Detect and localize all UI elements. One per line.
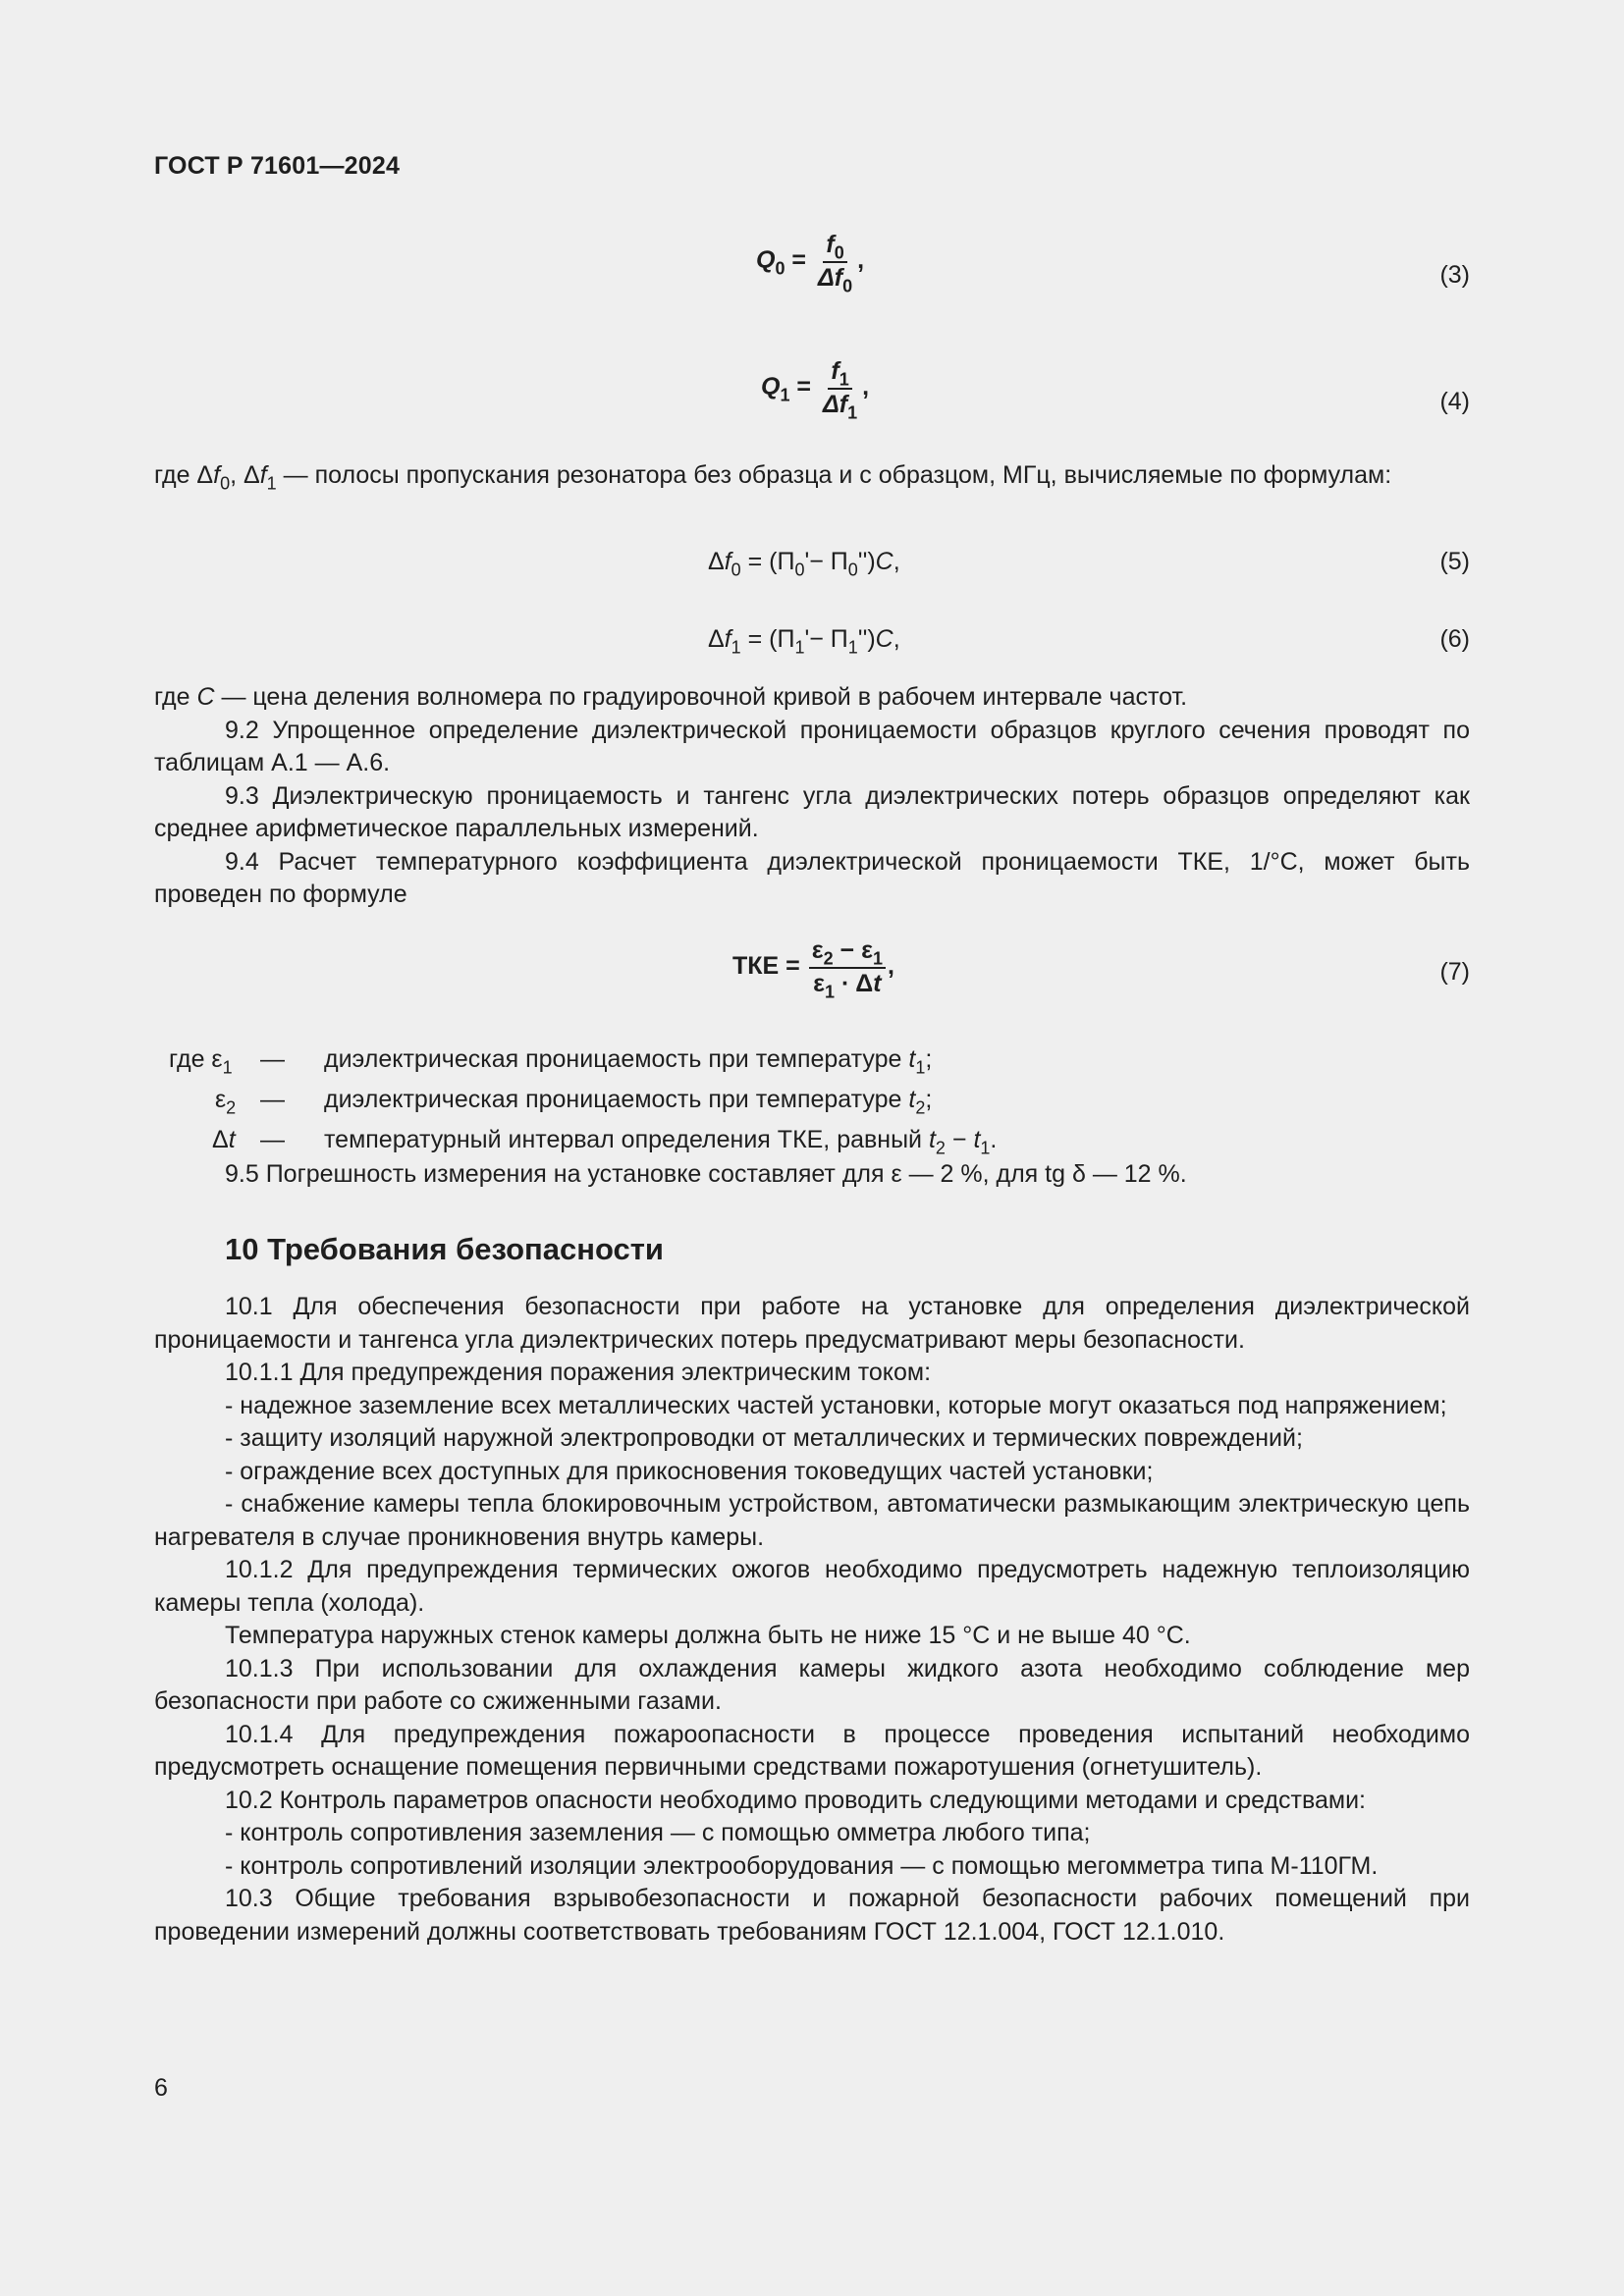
- equation-number: (6): [1439, 625, 1470, 653]
- where-paragraph-1: где $\Delta f_0$, $\Delta f_1$ — полосы пропускания резонатора без образца и с образцом, МГц, вычисляемые по формулам:: [154, 461, 1392, 494]
- where-row-dt: Δt: [212, 1126, 236, 1153]
- paragraph: Температура наружных стенок камеры должна быть не ниже 15 °С и не выше 40 °С.: [225, 1622, 1191, 1649]
- list-item: - контроль сопротивлений изоляции электрооборудования — с помощью мегомметра типа М-110ГМ.: [225, 1851, 1379, 1880]
- list-item: - защиту изоляций наружной электропроводки от металлических и термических повреждений;: [225, 1424, 1303, 1452]
- paragraph: 10.1.3 При использовании для охлаждения камеры жидкого азота необходимо соблюдение мер безопасности при работе со сжиженными газами.: [154, 1654, 1470, 1715]
- equation-number: (4): [1439, 388, 1470, 415]
- where-row-eps2: $\varepsilon_2$: [215, 1086, 237, 1118]
- section-heading: 10 Требования безопасности: [225, 1232, 664, 1266]
- paragraph: 10.2 Контроль параметров опасности необходимо проводить следующими методами и средствами:: [225, 1786, 1366, 1814]
- equation-number: (3): [1439, 261, 1470, 289]
- document-page: ГОСТ Р 71601—2024 $Q_0$ = $\frac{f_0}{\Delta f_0}$ , (3) $Q_1$ = $\frac{f_1}{\Delta f_1}$ , (4) где $\Delta f_0$, $\Delta f_1$ — полосы пропускания резонатора без образца и с образцом, МГц, вычисляемые по формулам: $\Delta f_0 = (П_0'- П_0'')C$, (5) $\Delta f_1 = (П_1'- П_1'')C$, (6) где C — цена деления волномера по градуировочной кривой в рабочем интервале частот. 9.2 Упрощенное определение диэлектрической проницаемости образцов круглого сечения проводят по таблицам А.1 — А.6. 9.3 Диэлектрическую проницаемость и тангенс угла диэлектрических потерь образцов определяют как среднее арифметическое параллельных измерений. 9.4 Расчет температурного коэффициента диэлектрической проницаемости ТКЕ, 1/°С, может быть проведен по формуле ТКЕ = $\frac{\varepsilon_2 - \varepsilon_1}{\varepsilon_1 \cdot \Delta t}$ , (7) где $\varepsilon_1$ — диэлектрическая проницаемость при температуре $t_1$; $\varepsilon_2$ — диэлектрическая проницаемость при температуре $t_2$; Δt — температурный интервал определения ТКЕ, равный $t_2 - t_1$. 9.5 Погрешность измерения на установке составляет для ε — 2 %, для tg δ — 12 %. 10 Требования безопасности 10.1 Для обеспечения безопасности при работе на установке для определения диэлектрической проницаемости и тангенса угла диэлектрических потерь предусматривают меры безопасности. 10.1.1 Для предупреждения поражения электрическим током: - надежное заземление всех металлических частей установки, которые могут оказаться под напряжением; - защиту изоляций наружной электропроводки от металлических и термических повреждений; - ограждение всех доступных для прикосновения токоведущих частей установки; - снабжение камеры тепла блокировочным устройством, автоматически размыкающим электрическую цепь нагревателя в случае проникновения внутрь камеры. 10.1.2 Для предупреждения термических ожогов необходимо предусмотреть надежную теплоизоляцию камеры тепла (холода). Температура наружных стенок камеры должна быть не ниже 15 °С и не выше 40 °С. 10.1.3 При использовании для охлаждения камеры жидкого азота необходимо соблюдение мер безопасности при работе со сжиженными газами. 10.1.4 Для предупреждения пожароопасности в процессе проведения испытаний необходимо предусмотреть оснащение помещения первичными средствами пожаротушения (огнетушитель). 10.2 Контроль параметров опасности необходимо проводить следующими методами и средствами: - контроль сопротивления заземления — с помощью омметра любого типа; - контроль сопротивлений изоляции электрооборудования — с помощью мегомметра типа М-110ГМ. 10.3 Общие требования взрывобезопасности и пожарной безопасности рабочих помещений при проведении измерений должны соответствовать требованиям ГОСТ 12.1.004, ГОСТ 12.1.010. 6: [154, 152, 1470, 2102]
- paragraph: 10.1.2 Для предупреждения термических ожогов необходимо предусмотреть надежную теплоизоляцию камеры тепла (холода).: [154, 1556, 1470, 1617]
- page-number: 6: [154, 2074, 168, 2102]
- list-item: - контроль сопротивления заземления — с помощью омметра любого типа;: [225, 1819, 1091, 1846]
- where-row-eps1: где $\varepsilon_1$: [169, 1045, 233, 1078]
- paragraph-9-2: 9.2 Упрощенное определение диэлектрической проницаемости образцов круглого сечения проводят по таблицам А.1 — А.6.: [154, 716, 1470, 776]
- paragraph: 10.1.1 Для предупреждения поражения электрическим током:: [225, 1359, 932, 1386]
- paragraph: 10.3 Общие требования взрывобезопасности и пожарной безопасности рабочих помещений при проведении измерений должны соответствовать требованиям ГОСТ 12.1.004, ГОСТ 12.1.010.: [154, 1885, 1470, 1946]
- list-item: - снабжение камеры тепла блокировочным устройством, автоматически размыкающим электрическую цепь нагревателя в случае проникновения внутрь камеры.: [154, 1490, 1470, 1551]
- equation-number: (5): [1439, 548, 1470, 575]
- where-paragraph-2: где C — цена деления волномера по градуировочной кривой в рабочем интервале частот.: [154, 683, 1188, 711]
- paragraph-9-3: 9.3 Диэлектрическую проницаемость и тангенс угла диэлектрических потерь образцов определяют как среднее арифметическое параллельных измерений.: [154, 781, 1470, 842]
- paragraph: 10.1.4 Для предупреждения пожароопасности в процессе проведения испытаний необходимо предусмотреть оснащение помещения первичными средствами пожаротушения (огнетушитель).: [154, 1720, 1470, 1781]
- body-text-section-9: [154, 681, 1470, 912]
- paragraph: 10.1 Для обеспечения безопасности при работе на установке для определения диэлектрической проницаемости и тангенса угла диэлектрических потерь предусматривают меры безопасности.: [154, 1293, 1470, 1354]
- body-text-section-10: [154, 1291, 1470, 1949]
- list-item: - надежное заземление всех металлических частей установки, которые могут оказаться под напряжением;: [225, 1391, 1447, 1419]
- paragraph-9-4: 9.4 Расчет температурного коэффициента диэлектрической проницаемости ТКЕ, 1/°С, может быть проведен по формуле: [154, 847, 1470, 908]
- equation-number: (7): [1439, 958, 1470, 986]
- list-item: - ограждение всех доступных для прикосновения токоведущих частей установки;: [225, 1457, 1154, 1485]
- standard-header: ГОСТ Р 71601—2024: [154, 152, 401, 180]
- paragraph-9-5: 9.5 Погрешность измерения на установке составляет для ε — 2 %, для tg δ — 12 %.: [225, 1160, 1187, 1188]
